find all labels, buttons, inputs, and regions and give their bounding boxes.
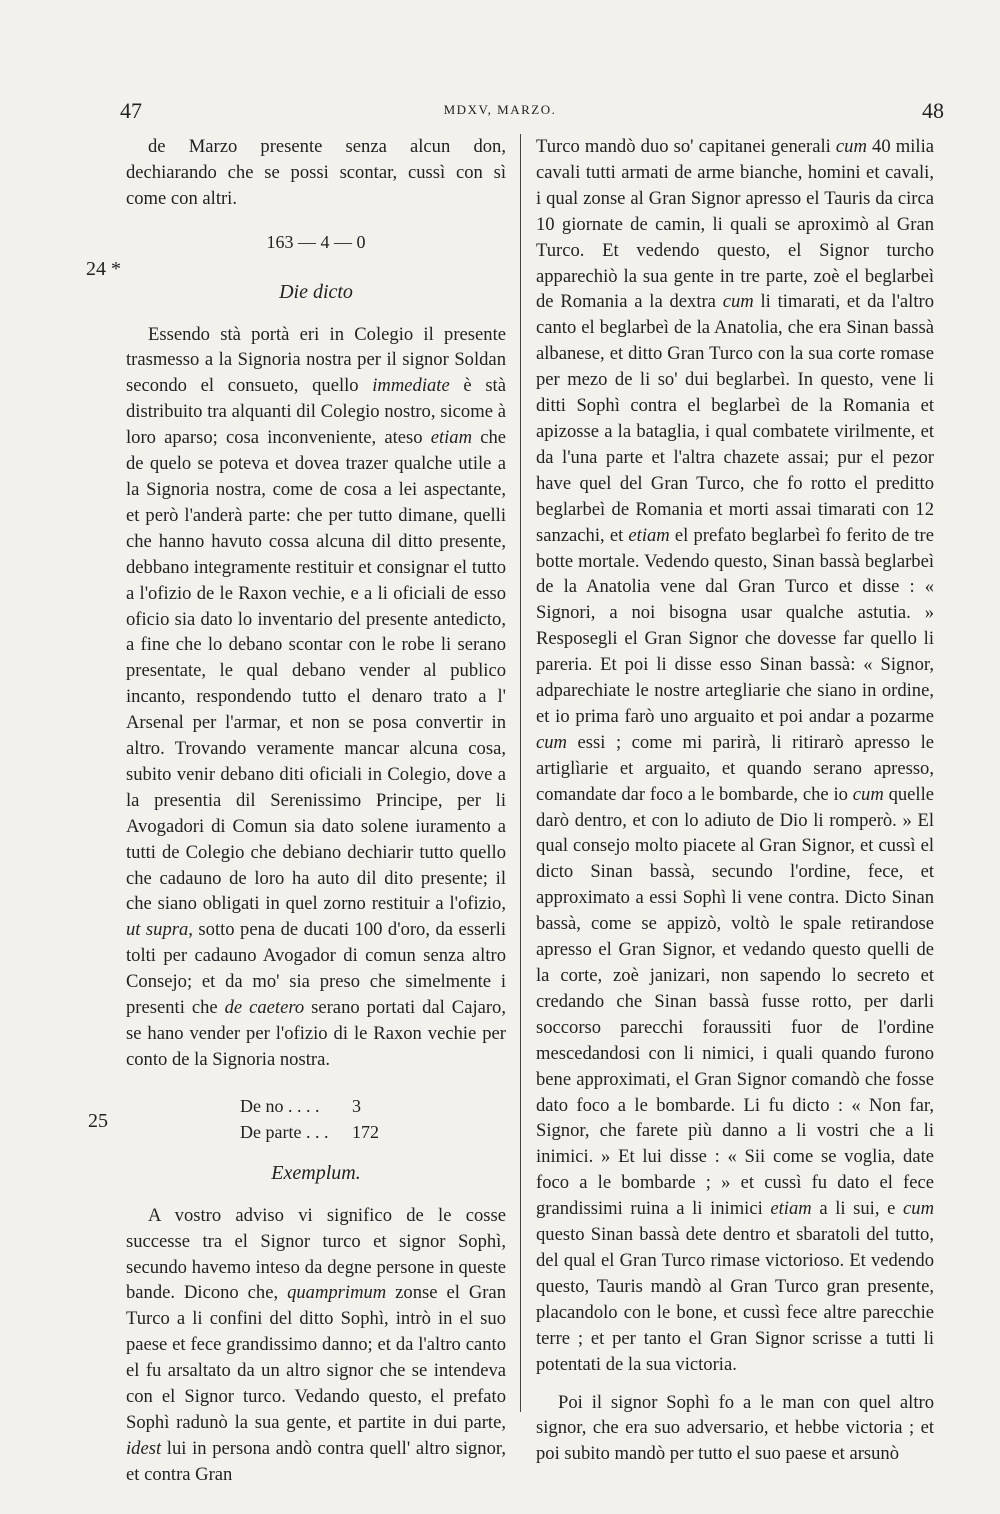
margin-number-24: 24 * — [86, 258, 121, 280]
margin-number-25: 25 — [88, 1110, 108, 1132]
battle-paragraph: Turco mandò duo so' capitanei generali cum 40 milia cavali tutti armati de arme bianche, homini et cavali, i qual zonse al Gran Signor apresso el Tauris da circa 10 giornate de camin, li quali se aproximò al Gran Turco. Et vedendo questo, el Signor turcho apparechiò la sua gente in tre parte, zoè el beglarbeì de Romania a la dextra cum li timarati, et da l'altro canto el beglarbeì de la Anatolia, che era Sinan bassà albanese, et ditto Gran Turco con la sua corte romase per mezo de li so' dui beglarbeì. In questo, vene li ditti Sophì contra el beglarbeì de la Romania et apizosse a la bataglia, i qual combatete virilmente, et da l'una parte et l'altra chazete assai; pur el pezor have quel del Gran Turco, che fo rotto el preditto beglarbeì de Romania et morti assai timarati con 12 sanzachi, et etiam el prefato beglarbeì fo ferito de tre botte mortale. Vedendo questo, Sinan bassà beglarbeì de la Anatolia vene dal Gran Turco et disse : « Signori, a noi bisogna usar qualche astutia. » Resposegli el Gran Signor che dovesse far quello li pareria. Et poi li disse esso Sinan bassà: « Signor, adparechiate le nostre artegliarie che siano in ordine, et io prima farò uno arguaito et poi andar a pozarme cum essi ; come mi parirà, li ritirarò apresso le artiglìarie et arguaito, et quando serano apresso, comandate dar foco a le bombarde, che io cum quelle darò dentro, et con lo adiuto de Dio li romperò. » El qual consejo molto piacete al Gran Signor, et cussì el dicto Sinan bassà, secundo l'ordine, fece, et approximato a essi Sophì li vene contra. Dicto Sinan bassà, come se appizò, voltò le spale retirandose apresso el Gran Signor, et vedando questo quelli de la corte, zoè janizari, non sapendo lo secreto et credando che Sinan bassà fusse rotto, per darli soccorso parecchi foraussiti fuor de l'ordine mescedandosi con li nimici, i quali quando furono bene approximati, el Gran Signor comandò che fosse dato foco a le bombarde. Li fu dicto : « Non far, Signor, che farete più danno a li vostri che a li inimici. » Et lui disse : « Sii come se voglia, date foco a le bombarde ; » et cussì fu dato el fece grandissimi ruina a li inimici etiam a li sui, e cum questo Sinan bassà dete dentro et sbaratoli del tutto, del qual el Gran Turco rimase victorioso. Et vedendo questo, Tauris mandò al Gran Turco gran presente, placandolo con le bone, et cussì fece altre parecchie terre ; et per tanto el Gran Signor scrisse a tutti li potentati de la sua victoria. — [536, 136, 934, 1375]
vote-tally — [240, 1093, 506, 1145]
section-heading-exemplum: Exemplum. — [271, 1161, 361, 1184]
vote-row-parte: De parte . . . 172 — [240, 1121, 379, 1142]
running-head: MDXV, MARZO. — [443, 102, 557, 117]
decree-paragraph: Essendo stà portà eri in Colegio il presente trasmesso a la Signoria nostra per il signor Soldan secondo el consueto, quello immediate è stà distribuito tra alquanti dil Colegio nostro, sicome à loro aparso; cosa inconveniente, ateso etiam che de quelo se poteva et dovea trazer qualche utile a la Signoria nostra, come de cosa a lei aspectante, et però l'anderà parte: che per tutto dimane, quelli che hanno havuto cossa alcuna dil ditto presente, debbano integramente restituir et consignar el tutto a l'ofizio de le Raxon vechie, e a li oficiali de esso oficio sia dato lo inventario del presente antedicto, a fine che lo debano scontar con le robe li serano presentate, le qual debano vender al publico incanto, respondendo tutto el denaro trato a l' Arsenal per l'armar, et non se posa convertir in altro. Trovando veramente mancar alcuna cosa, subito venir debano diti oficiali in Colegio, dove a la presentia dil Serenissimo Principe, per li Avogadori di Comun sia dato solene iuramento a tutti de Colegio che debiano dechiarir tutto quello che cadauno de loro ha auto dil dito presente; il che siano obligati in quel zorno restituir a l'ofizio, ut supra, sotto pena de ducati 100 d'oro, da esserli tolti per cadauno Avogador di comun senza altro Consejo; et da mo' sia preso che simelmente i presenti che de caetero serano portati dal Cajaro, se hano vender per l'ofizio di le Raxon vechie per conto de la Signoria nostra. — [126, 323, 507, 1070]
right-column — [536, 134, 934, 1467]
page-number-right: 48 — [922, 98, 944, 123]
sophi-paragraph: Poi il signor Sophì fo a le man con quel altro signor, che era suo adversario, et hebbe victoria ; et poi subito mandò per tutto el suo paese et arsunò — [536, 1391, 934, 1465]
section-heading-die-dicto: Die dicto — [279, 280, 353, 303]
exemplum-paragraph: A vostro adviso vi significo de le cosse successe tra el Signor turco et signor Sophì, secundo havemo inteso da degne persone in queste bande. Dicono che, quamprimum zonse el Gran Turco a li confini del ditto Sophì, intrò in el suo paese et fece grandissimo danno; et da l'altro canto el fu arsaltato da un altro signor che se intendeva con el Signor turco. Vedando questo, el prefato Sophì radunò la sua gente, et partite in dui parte, idest lui in persona andò contra quell' altro signor, et contra Gran — [126, 1204, 506, 1485]
column-divider — [520, 134, 521, 1412]
figures-line: 163 — 4 — 0 — [266, 231, 366, 252]
opening-paragraph: de Marzo presente senza alcun don, dechiarando che se possi scontar, cussì con sì come con altri. — [126, 136, 506, 209]
page-number-left: 47 — [120, 98, 142, 123]
vote-row-no: De no . . . . 3 — [240, 1095, 361, 1116]
left-column — [126, 134, 506, 1488]
